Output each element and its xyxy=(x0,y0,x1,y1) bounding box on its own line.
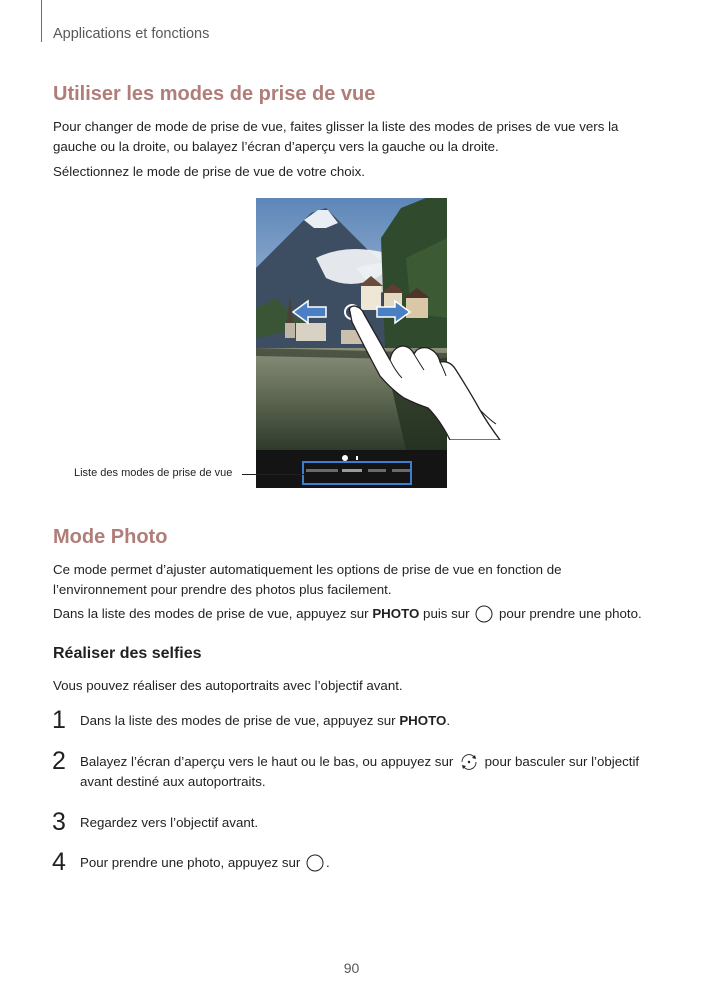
callout-line xyxy=(242,474,304,475)
howto-text-c: pour prendre une photo. xyxy=(495,606,642,621)
figure-caption-mode-list: Liste des modes de prise de vue xyxy=(74,467,233,479)
section-title-photo-mode: Mode Photo xyxy=(53,526,168,548)
step-number: 3 xyxy=(52,808,66,836)
step-number: 2 xyxy=(52,747,66,775)
paragraph-change-mode: Pour changer de mode de prise de vue, faites glisser la liste des modes de prises de vue vers la gauche ou la droite, ou balayez l’écran d’aperçu vers la gauche ou la droite. xyxy=(53,119,619,154)
paragraph-select-mode: Sélectionnez le mode de prise de vue de votre choix. xyxy=(53,164,365,179)
section-title-shooting-modes: Utiliser les modes de prise de vue xyxy=(53,83,376,105)
step-number: 1 xyxy=(52,706,66,734)
step-text xyxy=(80,853,650,873)
subsection-title-selfies: Réaliser des selfies xyxy=(53,645,202,662)
header-rule xyxy=(41,0,42,42)
howto-text-b: puis sur xyxy=(419,606,474,621)
howto-mode-name: PHOTO xyxy=(372,606,420,621)
shutter-icon xyxy=(475,605,493,623)
switch-camera-icon xyxy=(459,753,479,771)
paragraph-selfie-intro: Vous pouvez réaliser des autoportraits avec l’objectif avant. xyxy=(53,678,403,693)
swipe-hand-illustration xyxy=(330,300,530,440)
step-text xyxy=(80,752,650,792)
running-header: Applications et fonctions xyxy=(53,26,210,42)
step2-text-a: Balayez l’écran d’aperçu vers le haut ou le bas, ou appuyez sur xyxy=(80,754,457,769)
step-text xyxy=(80,711,650,731)
howto-text-a: Dans la liste des modes de prise de vue, appuyez sur xyxy=(53,606,373,621)
paragraph-photo-mode-desc: Ce mode permet d’ajuster automatiquement les options de prise de vue en fonction de l’environnement pour prendre des photos plus facilement. xyxy=(53,562,562,597)
step1-text-b: . xyxy=(446,713,451,728)
step2-text-b: pour basculer sur l’objectif avant destiné aux autoportraits. xyxy=(80,754,640,789)
step4-text-a: Pour prendre une photo, appuyez sur xyxy=(80,855,304,870)
step1-text-a: Dans la liste des modes de prise de vue, appuyez sur xyxy=(80,713,400,728)
step-number: 4 xyxy=(52,848,66,876)
paragraph-photo-mode-howto xyxy=(53,604,673,624)
shutter-icon xyxy=(306,854,324,872)
page-number: 90 xyxy=(343,960,360,976)
step4-text-b: . xyxy=(325,855,330,870)
step1-mode-name: PHOTO xyxy=(399,713,447,728)
step-text: Regardez vers l’objectif avant. xyxy=(80,815,259,830)
